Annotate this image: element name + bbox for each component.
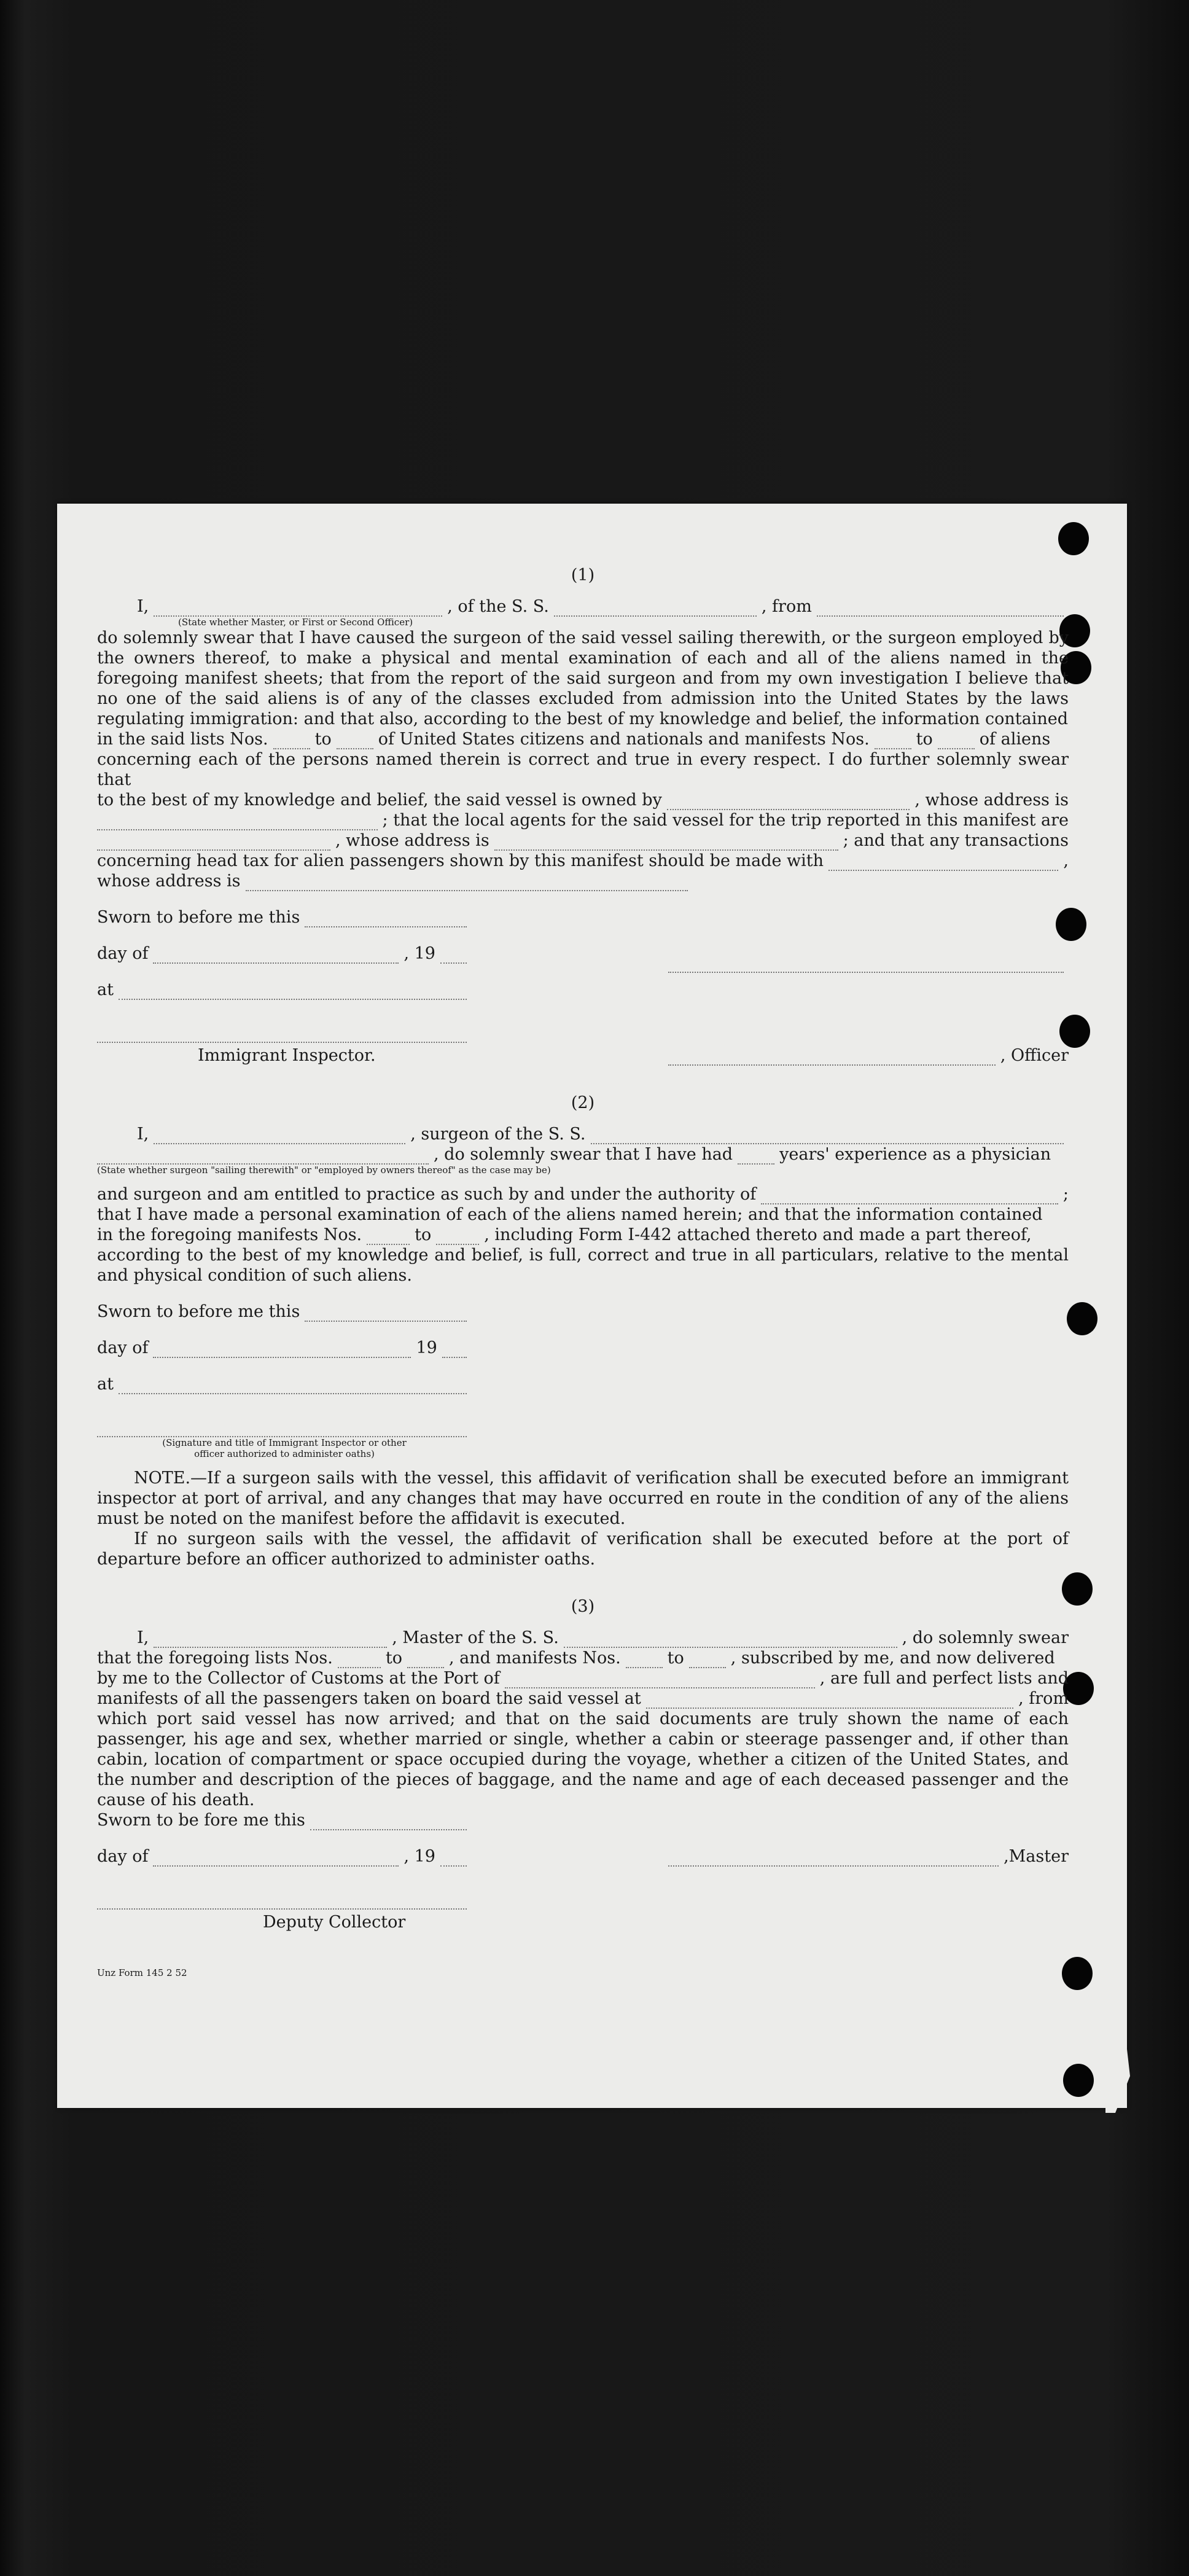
collector-title: Deputy Collector bbox=[263, 1913, 406, 1932]
section-3-first-line bbox=[97, 1628, 1069, 1648]
departure-port-field[interactable] bbox=[817, 601, 1064, 617]
surgeon-note: (State whether surgeon "sailing therewith" or "employed by owners thereof" as the case may be) bbox=[97, 1165, 551, 1176]
boarding-port-line bbox=[97, 1688, 1069, 1709]
punch-hole bbox=[1067, 1302, 1097, 1335]
citizens-text: of United States citizens and nationals and manifests Nos. bbox=[378, 730, 870, 749]
years-text: years' experience as a physician bbox=[779, 1145, 1051, 1164]
to-text: to bbox=[314, 730, 332, 749]
intro-text: I, bbox=[137, 1125, 149, 1144]
month-field[interactable] bbox=[153, 1342, 411, 1358]
day-of-text: day of bbox=[97, 1338, 149, 1357]
section-1-correct: concerning each of the persons named therein is correct and true in every respect. I do further solemnly swear that bbox=[97, 750, 1069, 789]
officer-note: (State whether Master, or First or Second Officer) bbox=[178, 617, 413, 628]
swear-text: , do solemnly swear that I have had bbox=[434, 1145, 733, 1164]
manifests-from-field[interactable] bbox=[626, 1652, 663, 1668]
from-text: , from bbox=[1018, 1689, 1069, 1708]
lists-from-field[interactable] bbox=[338, 1652, 381, 1668]
sworn-text: Sworn to before me this bbox=[97, 908, 300, 927]
master-name-field[interactable] bbox=[154, 1632, 387, 1648]
sworn-day-field[interactable] bbox=[305, 1306, 467, 1322]
section-2-experience-line bbox=[97, 1144, 1069, 1165]
lists-to-field[interactable] bbox=[337, 733, 373, 749]
officer-signature-field[interactable] bbox=[668, 1050, 996, 1066]
authority-field[interactable] bbox=[761, 1188, 1058, 1204]
vessel-name-field[interactable] bbox=[554, 601, 757, 617]
form-code: Unz Form 145 2 52 bbox=[97, 1967, 187, 1978]
at-text: at bbox=[97, 1375, 114, 1394]
vessel-name-field[interactable] bbox=[591, 1128, 1064, 1144]
vessel-name-field[interactable] bbox=[564, 1632, 897, 1648]
officer-signature-field[interactable] bbox=[97, 1421, 467, 1437]
to-text: to bbox=[916, 730, 933, 749]
head-tax-party-field[interactable] bbox=[828, 855, 1058, 871]
sworn-day-field[interactable] bbox=[305, 911, 467, 927]
authority-line bbox=[97, 1184, 1069, 1204]
officer-title: , Officer bbox=[1000, 1046, 1069, 1065]
agents-field[interactable] bbox=[97, 835, 330, 851]
section-3-lists-line bbox=[97, 1648, 1069, 1668]
year-field[interactable] bbox=[440, 1851, 467, 1867]
manifests-to-field[interactable] bbox=[938, 733, 975, 749]
lists-text: in the said lists Nos. bbox=[97, 730, 268, 749]
surgeon-type-field[interactable] bbox=[97, 1149, 429, 1165]
place-field[interactable] bbox=[119, 984, 467, 1000]
section-2-signature-block bbox=[97, 1302, 472, 1459]
note-paragraph: NOTE.—If a surgeon sails with the vessel, this affidavit of verification shall be executed before an immigrant inspector at port of arrival, and any changes that may have occurred en route in the condition of any of the aliens must be noted on the manifest before the affidavit is executed. bbox=[97, 1469, 1069, 1528]
day-of-text: day of bbox=[97, 944, 149, 963]
lists-text: that the foregoing lists Nos. bbox=[97, 1649, 333, 1668]
sworn-text: Sworn to be fore me this bbox=[97, 1811, 305, 1830]
boarding-port-field[interactable] bbox=[646, 1693, 1013, 1709]
to-text: to bbox=[385, 1649, 402, 1668]
intro-text: I, bbox=[137, 597, 149, 616]
at-text: at bbox=[97, 980, 114, 999]
surgeon-name-field[interactable] bbox=[154, 1128, 405, 1144]
year-text: 19 bbox=[416, 1338, 437, 1357]
master-of-text: , Master of the S. S. bbox=[392, 1628, 559, 1647]
punch-hole bbox=[1058, 522, 1089, 555]
year-text: , 19 bbox=[403, 944, 435, 963]
swear-text: , do solemnly swear bbox=[902, 1628, 1069, 1647]
master-title: ,Master bbox=[1004, 1847, 1069, 1866]
manifests-from-field[interactable] bbox=[875, 733, 911, 749]
section-1-signature-block bbox=[97, 907, 1069, 1066]
aliens-text: of aliens bbox=[979, 730, 1051, 749]
head-tax-address-line bbox=[97, 871, 1069, 891]
head-tax-text: concerning head tax for alien passengers shown by this manifest should be made with bbox=[97, 851, 824, 870]
owner-address-field[interactable] bbox=[97, 814, 378, 830]
sworn-text: Sworn to before me this bbox=[97, 1302, 300, 1321]
to-text: to bbox=[667, 1649, 684, 1668]
form-text: , including Form I-442 attached thereto and made a part thereof, bbox=[484, 1225, 1032, 1244]
perfect-lists-text: , are full and perfect lists and bbox=[819, 1669, 1069, 1688]
signature-note: officer authorized to administer oaths) bbox=[194, 1448, 375, 1459]
agents-line bbox=[97, 810, 1069, 830]
lists-from-field[interactable] bbox=[273, 733, 310, 749]
section-2-number: (2) bbox=[571, 1093, 595, 1112]
agents-address-field[interactable] bbox=[494, 835, 838, 851]
affidavit-content bbox=[97, 565, 1069, 1983]
head-tax-address-field[interactable] bbox=[246, 875, 688, 891]
collector-text: by me to the Collector of Customs at the Port of bbox=[97, 1669, 500, 1688]
lists-to-field[interactable] bbox=[407, 1652, 444, 1668]
manifests-line bbox=[97, 1225, 1069, 1245]
owner-line bbox=[97, 790, 1069, 810]
authority-text: and surgeon and am entitled to practice as such by and under the authority of bbox=[97, 1185, 757, 1204]
manifests-to-field[interactable] bbox=[436, 1229, 479, 1245]
of-ss-text: , of the S. S. bbox=[447, 597, 549, 616]
note-paragraph: If no surgeon sails with the vessel, the affidavit of verification shall be executed before at the port of departure before an officer authorized to administer oaths. bbox=[97, 1529, 1069, 1569]
boarding-text: manifests of all the passengers taken on board the said vessel at bbox=[97, 1689, 641, 1708]
year-field[interactable] bbox=[440, 948, 467, 964]
from-text: , from bbox=[761, 597, 812, 616]
month-field[interactable] bbox=[153, 1851, 399, 1867]
whose-address-text: whose address is bbox=[97, 872, 241, 891]
manifests-text: , and manifests Nos. bbox=[448, 1649, 621, 1668]
manifests-to-field[interactable] bbox=[689, 1652, 726, 1668]
subscribed-text: , subscribed by me, and now delivered bbox=[730, 1649, 1055, 1668]
surgeon-of-text: , surgeon of the S. S. bbox=[410, 1125, 586, 1144]
examination-text: that I have made a personal examination of each of the aliens named herein; and that the information contained bbox=[97, 1205, 1043, 1224]
condition-text: according to the best of my knowledge and belief, is full, correct and true in all particulars, relative to the mental and physical condition of such aliens. bbox=[97, 1246, 1069, 1285]
collector-signature-field[interactable] bbox=[97, 1894, 467, 1910]
officer-name-field[interactable] bbox=[154, 601, 442, 617]
inspector-signature-field[interactable] bbox=[97, 1027, 467, 1043]
year-text: , 19 bbox=[403, 1847, 435, 1866]
section-3-signature-block bbox=[97, 1810, 1069, 1932]
inspector-title: Immigrant Inspector. bbox=[198, 1046, 376, 1065]
master-signature-field[interactable] bbox=[668, 1851, 999, 1867]
agents-address-text: , whose address is bbox=[335, 831, 489, 850]
day-of-text: day of bbox=[97, 1847, 149, 1866]
semicolon-text: ; bbox=[1062, 1185, 1069, 1204]
comma-text: , bbox=[1063, 851, 1069, 870]
agents-address-line bbox=[97, 830, 1069, 851]
section-3-number: (3) bbox=[571, 1597, 595, 1616]
place-field[interactable] bbox=[119, 1378, 467, 1394]
section-1-number: (1) bbox=[571, 566, 595, 585]
sworn-day-field[interactable] bbox=[310, 1814, 467, 1830]
owned-by-text: to the best of my knowledge and belief, the said vessel is owned by bbox=[97, 790, 662, 810]
section-2-first-line bbox=[97, 1124, 1069, 1144]
section-1-first-line bbox=[97, 596, 1069, 617]
document-page bbox=[57, 504, 1127, 2108]
head-tax-line bbox=[97, 851, 1069, 871]
month-field[interactable] bbox=[153, 948, 399, 964]
manifests-text: in the foregoing manifests Nos. bbox=[97, 1225, 362, 1244]
port-line bbox=[97, 1668, 1069, 1688]
section-1-lists-line bbox=[97, 729, 1069, 749]
officer-signature-top-field[interactable] bbox=[668, 957, 1064, 973]
punch-hole bbox=[1063, 2064, 1094, 2097]
transactions-text: ; and that any transactions bbox=[843, 831, 1069, 850]
owner-address-text: , whose address is bbox=[914, 790, 1069, 810]
signature-note: (Signature and title of Immigrant Inspector or other bbox=[162, 1437, 407, 1448]
year-field[interactable] bbox=[442, 1342, 467, 1358]
intro-text: I, bbox=[137, 1628, 149, 1647]
years-field[interactable] bbox=[738, 1149, 774, 1165]
owner-field[interactable] bbox=[667, 794, 910, 810]
passenger-details-text: which port said vessel has now arrived; and that on the said documents are truly shown the name of each passenger, his age and sex, whether married or single, whether a cabin or steerage passenger and, if other than cabin, location of compartment or space occupied during the voyage, whether a citizen of the United States, and the number and description of the pieces of baggage, and the name and age of each deceased passenger and the cause of his death. bbox=[97, 1709, 1069, 1809]
manifests-from-field[interactable] bbox=[367, 1229, 410, 1245]
section-1-body: do solemnly swear that I have caused the surgeon of the said vessel sailing therewith, or the surgeon employed by the owners thereof, to make a physical and mental examination of each and all of the aliens named in the foregoing manifest sheets; that from the report of the said surgeon and from my own investigation I believe that no one of the said aliens is of any of the classes excluded from admission into the United States by the laws regulating immigration: and that also, according to the best of my knowledge and belief, the information contained bbox=[97, 628, 1069, 728]
to-text: to bbox=[415, 1225, 432, 1244]
agents-text: ; that the local agents for the said vessel for the trip reported in this manifest are bbox=[382, 811, 1069, 830]
port-field[interactable] bbox=[505, 1672, 815, 1688]
